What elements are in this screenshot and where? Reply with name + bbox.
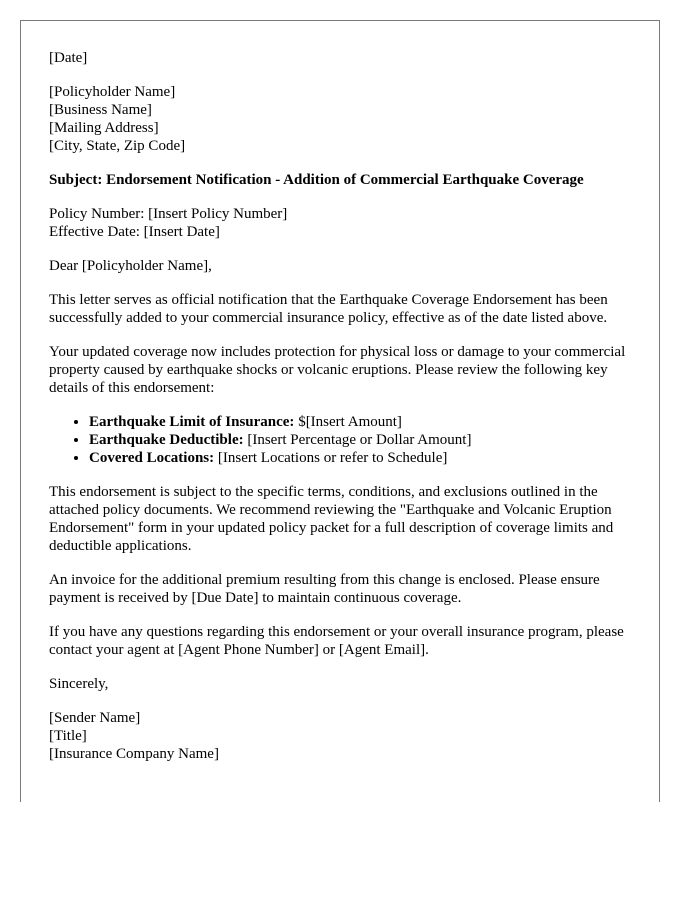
- subject-line: Subject: Endorsement Notification - Addition of Commercial Earthquake Coverage: [49, 172, 584, 188]
- terms-paragraph: This endorsement is subject to the specific terms, conditions, and exclusions outlined in the attached policy documents. We recommend reviewing the "Earthquake and Volcanic Eruption Endorsement" form in your updated policy packet for a full description of coverage limits and deductible applications.: [49, 484, 614, 554]
- letter-content: [49, 49, 639, 779]
- letter-page: [20, 20, 660, 802]
- policy-number: Policy Number: [Insert Policy Number]: [49, 206, 288, 222]
- closing: Sincerely,: [49, 676, 109, 692]
- questions-paragraph: If you have any questions regarding this endorsement or your overall insurance program, please contact your agent at [Agent Phone Number] or [Agent Email].: [49, 624, 624, 658]
- intro-paragraph: This letter serves as official notification that the Earthquake Coverage Endorsement has been successfully added to your commercial insurance policy, effective as of the date listed above.: [49, 292, 608, 326]
- detail-value: [Insert Percentage or Dollar Amount]: [243, 432, 472, 448]
- effective-date: Effective Date: [Insert Date]: [49, 224, 220, 240]
- recipient-name: [Policyholder Name]: [49, 84, 176, 100]
- policy-info: [49, 205, 639, 241]
- recipient-city: [City, State, Zip Code]: [49, 138, 186, 154]
- detail-label: Earthquake Limit of Insurance:: [89, 414, 295, 430]
- list-item: [89, 413, 639, 431]
- recipient-address: [49, 83, 639, 155]
- coverage-paragraph: Your updated coverage now includes protection for physical loss or damage to your commercial property caused by earthquake shocks or volcanic eruptions. Please review the following key details of this endorsement:: [49, 344, 626, 396]
- detail-label: Covered Locations:: [89, 450, 215, 466]
- sender-name: [Sender Name]: [49, 710, 141, 726]
- list-item: [89, 449, 639, 467]
- date-text: [Date]: [49, 50, 88, 66]
- salutation: Dear [Policyholder Name],: [49, 258, 212, 274]
- company-name: [Insurance Company Name]: [49, 746, 219, 762]
- detail-value: [Insert Locations or refer to Schedule]: [214, 450, 448, 466]
- signature-block: [49, 709, 639, 763]
- list-item: [89, 431, 639, 449]
- recipient-business: [Business Name]: [49, 102, 152, 118]
- letter-date: [49, 49, 639, 67]
- endorsement-details-list: [49, 413, 639, 467]
- detail-label: Earthquake Deductible:: [89, 432, 244, 448]
- invoice-paragraph: An invoice for the additional premium resulting from this change is enclosed. Please ensure payment is received by [Due Date] to maintain continuous coverage.: [49, 572, 600, 606]
- detail-value: $[Insert Amount]: [294, 414, 402, 430]
- sender-title: [Title]: [49, 728, 87, 744]
- recipient-street: [Mailing Address]: [49, 120, 159, 136]
